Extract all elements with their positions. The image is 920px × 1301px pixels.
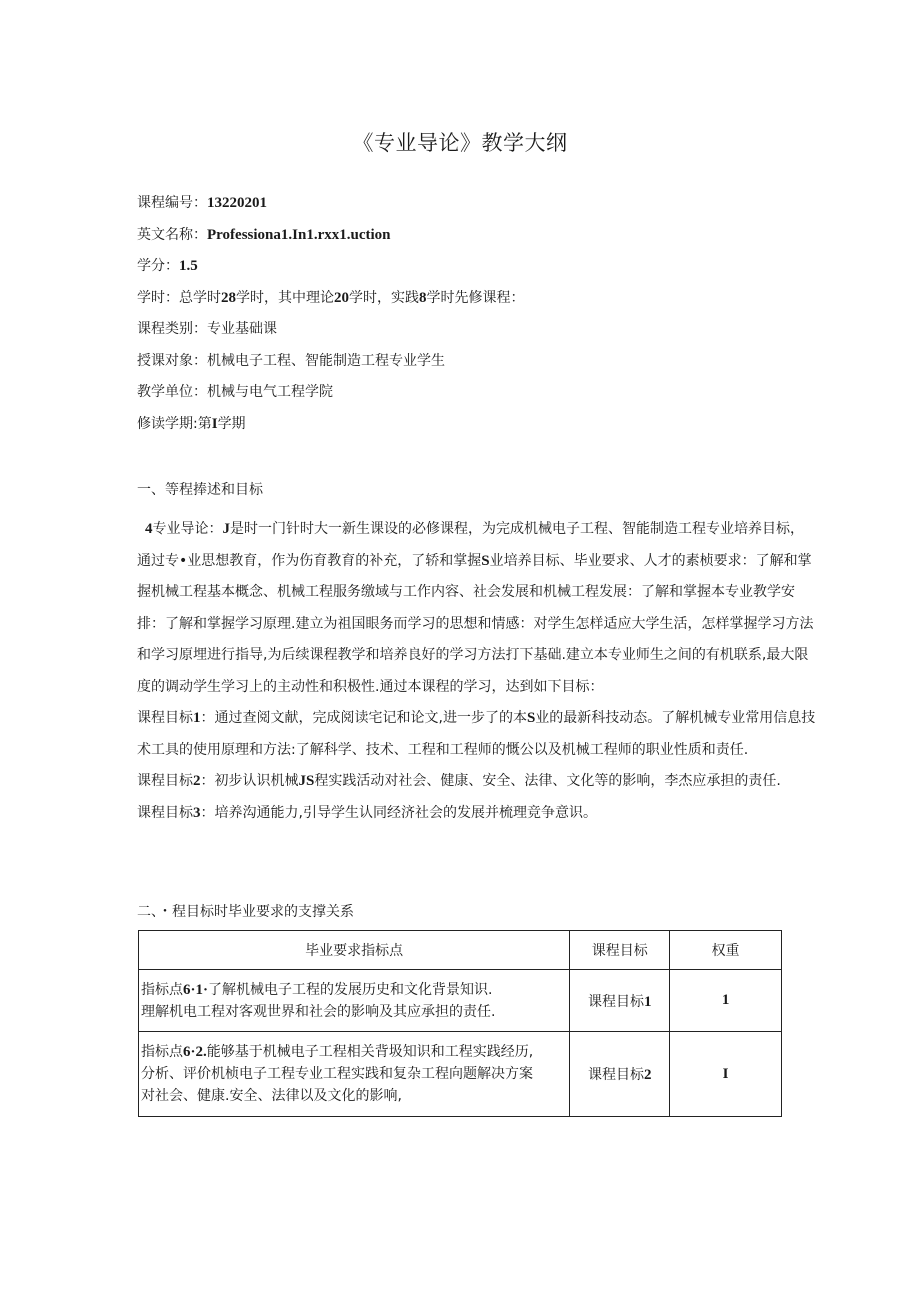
course-goal-cell xyxy=(570,1032,670,1117)
course-goal-label: 课程目标 xyxy=(587,993,644,1010)
hours-text-a: 学时：总学时 xyxy=(137,289,221,306)
course-goal-cell xyxy=(570,970,670,1032)
page-title: 《专业导论》教学大纲 xyxy=(352,131,568,155)
indicator-line2: 分析、评价机桢电子工程专业工程实践和复杂工程向题解决方案 xyxy=(141,1066,533,1082)
english-name-label: 英文名称： xyxy=(137,226,207,243)
course-code-label: 课程编号： xyxy=(137,195,207,211)
table-header-row xyxy=(139,931,782,970)
hours-row xyxy=(137,287,817,319)
intro-text-b: 是时一门针时大一新生课设的必修课程，为完成机械电子工程、智能制造工程专业培养目标，通过专•业思想教育，作为伤育教育的补充，了轿和掌握 xyxy=(137,521,804,569)
total-hours-value: 28 xyxy=(221,289,236,306)
course-code-value: 13220201 xyxy=(207,195,267,211)
indicator-line2: 理解机电工程对客观世界和社会的影响及其应承担的责任. xyxy=(141,1003,496,1020)
support-table xyxy=(138,930,782,1117)
unit-label: 教学单位： xyxy=(137,384,207,400)
goal1-text-b: 业的最新科技动态。了解机械专业常用信息技术工具的使用原理和方法:了解科学、技术、工程和工程师的慨公以及机械工程师的职业性质和责任. xyxy=(137,710,816,758)
goal2-text-a: ：初步认识机械 xyxy=(200,773,299,789)
semester-label: 修读学期: xyxy=(137,415,198,432)
header-indicator: 毕业要求指标点 xyxy=(139,931,570,970)
indicator-cell xyxy=(139,970,570,1032)
intro-letter-j: J xyxy=(222,521,230,537)
header-weight: 权重 xyxy=(670,931,782,970)
section-heading-support: 二、・程目标时毕业要求的支撑关系 xyxy=(137,904,354,920)
credits-value: 1.5 xyxy=(179,258,198,274)
practice-hours-value: 8 xyxy=(419,289,427,306)
goal2-paragraph xyxy=(137,766,817,798)
goal3-number: 3 xyxy=(193,804,201,821)
goal2-letters-js: JS xyxy=(298,773,315,789)
unit-value: 机械与电气工程学院 xyxy=(207,384,333,400)
goal3-paragraph xyxy=(137,798,817,830)
english-name-value: Professiona1.In1.rxx1.uction xyxy=(207,226,391,243)
category-label: 课程类别： xyxy=(137,321,207,337)
indicator-cell xyxy=(139,1032,570,1117)
semester-row xyxy=(137,413,817,445)
goal3-label: 课程目标 xyxy=(137,804,193,821)
indicator-line1: 了解机械电子工程的发展历史和文化背景知识. xyxy=(208,981,493,998)
goal1-paragraph xyxy=(137,703,817,766)
indicator-line3: 对社会、健康.安全、法律以及文化的影响, xyxy=(141,1088,402,1104)
hours-text-b: 学时，其中理论 xyxy=(236,289,334,306)
indicator-line1: 能够基于机械电子工程相关背圾知识和工程实践经历, xyxy=(206,1044,534,1060)
indicator-prefix: 指标点 xyxy=(141,1044,183,1060)
category-row xyxy=(137,318,817,350)
semester-text-a: 第 xyxy=(197,415,212,432)
theory-hours-value: 20 xyxy=(334,289,349,306)
course-goal-number: 1 xyxy=(643,993,652,1010)
table-row xyxy=(139,970,782,1032)
goal1-letter-s: S xyxy=(526,710,536,726)
hours-text-c: 学时，实践 xyxy=(349,289,419,306)
overview-body xyxy=(137,514,817,829)
credits-label: 学分： xyxy=(137,258,179,274)
audience-label: 授课对象： xyxy=(137,352,207,369)
audience-row xyxy=(137,350,817,382)
goal1-text-a: ：通过查阅文献，完成阅读宅记和论文,进一步了的本 xyxy=(200,710,527,726)
indicator-prefix: 指标点 xyxy=(141,981,183,998)
section-heading-overview: 一、等程捧述和目标 xyxy=(137,482,263,498)
intro-text-c: 业培养目标、毕业要求、人才的素桢要求：了解和掌握机械工程基本概念、机械工程服务缴域与工作内容、社会发展和机械工程发展：了解和掌握本专业教学安排：了解和掌握学习原理.建立为祖国眼务而学习的思想和情感：对学生怎样适应大学生活，怎样掌握学习方法和学习原埋进行指导,为后续课程教学和培养良好的学习方法打下基础.建立本专业师生之间的有机联系,最大限度的调动学生学习上的主动性和积极性.通过本课程的学习，达到如下目标： xyxy=(137,552,814,695)
intro-text-a: 专业导论： xyxy=(152,521,223,537)
hours-text-d: 学时先修课程： xyxy=(426,289,525,306)
category-value: 专业基础课 xyxy=(207,321,277,337)
english-name-row xyxy=(137,224,817,256)
weight-cell: 1 xyxy=(670,970,782,1032)
audience-value: 机械电子工程、智能制造工程专业学生 xyxy=(207,352,445,369)
unit-row xyxy=(137,381,817,413)
semester-text-b: 学期 xyxy=(217,415,246,432)
course-code-row xyxy=(137,192,817,224)
course-meta xyxy=(137,192,817,444)
course-goal-number: 2 xyxy=(643,1067,652,1083)
course-goal-label: 课程目标 xyxy=(587,1067,644,1083)
goal2-number: 2 xyxy=(193,773,201,789)
credits-row xyxy=(137,255,817,287)
header-course-goal: 课程目标 xyxy=(570,931,670,970)
indicator-number: 6·2. xyxy=(183,1044,207,1060)
weight-cell: I xyxy=(670,1032,782,1117)
goal1-label: 课程目标 xyxy=(137,710,193,726)
goal2-text-b: 程实践活动对社会、健康、安全、法律、文化等的影响，李杰应承担的责任. xyxy=(314,773,781,789)
goal2-label: 课程目标 xyxy=(137,773,193,789)
intro-paragraph xyxy=(137,514,817,703)
semester-number: I xyxy=(211,415,218,432)
indicator-number: 6·1· xyxy=(183,981,209,998)
table-row xyxy=(139,1032,782,1117)
intro-number: 4 xyxy=(145,521,153,537)
goal1-number: 1 xyxy=(193,710,201,726)
goal3-text-a: ：培养沟通能力,引导学生认同经济社会的发展并梳理竞争意识。 xyxy=(200,804,597,821)
intro-letter-s: S xyxy=(481,552,490,569)
